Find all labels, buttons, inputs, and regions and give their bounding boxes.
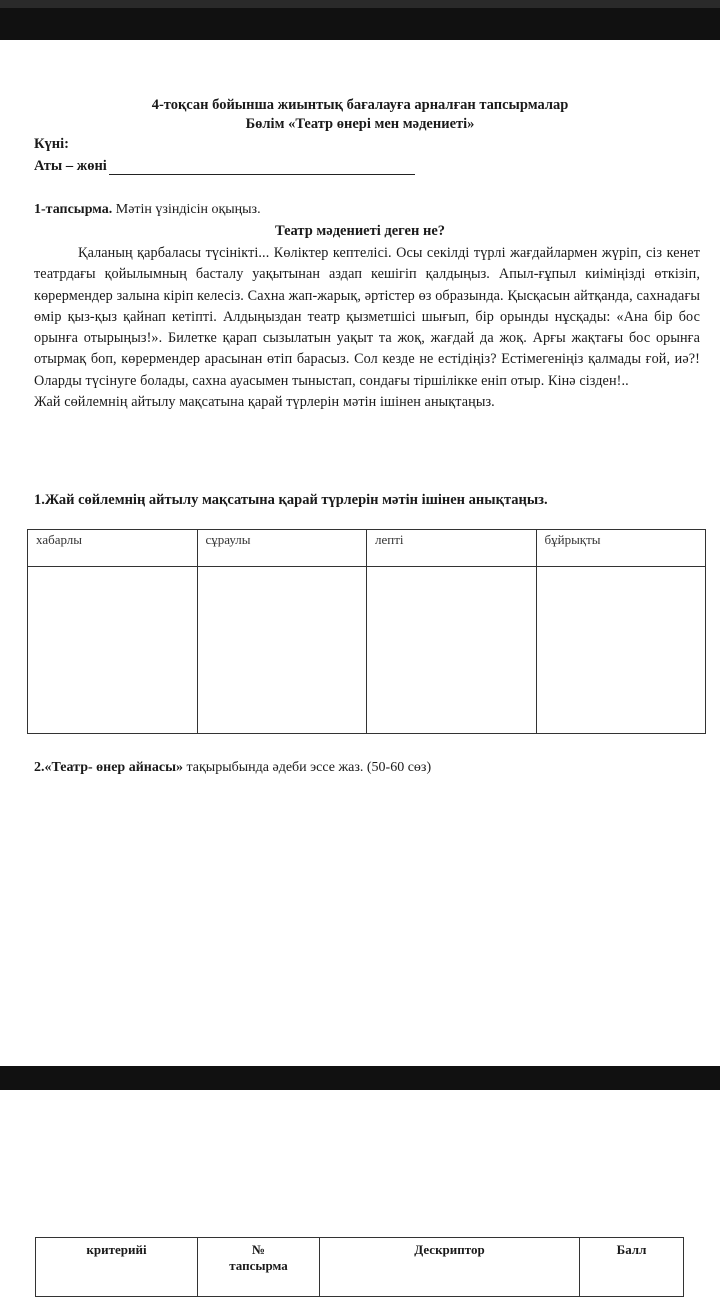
criteria-header: критерийі: [36, 1238, 198, 1297]
column-header: хабарлы: [28, 530, 198, 567]
criteria-header-row: [36, 1238, 684, 1297]
name-label: Аты – жөні: [34, 158, 107, 174]
page-separator-bar: [0, 1066, 720, 1090]
reading-paragraph: Қаланың қарбаласы түсінікті... Көліктер кептелісі. Осы секілді түрлі жағдайлармен жүріп, сіз кенет театрдағы қойылымның басталу уақытынан аздап кешігіп қалдыңыз. Апыл-ғұпыл киіміңізді өткізіп, көрермендер залына кіріп келесіз. Сахна жап-жарық, әртістер өз образында. Қысқасын айтқанда, сахнадағы өмір қыз-қыз қайнап кетіпті. Алдыңыздан театр қызметшісі шығып, бір орынды нұсқады: «Ана бір бос орынға отырыңыз!». Билетке қарап сызылатын уақыт та жоқ, жағдай да жоқ. Арғы жақтағы бос орынға отырмақ боп, көрермендер арасынан өтіп барасыз. Сол кезде не естідіңіз? Естімегеніңіз қалмады ғой, иә?! Оларды түсінуге болады, сахна ауасымен тыныстап, сондағы тіршілікке еніп отыр. Кінә сізден!..: [34, 245, 700, 389]
table-header-row: [28, 530, 706, 567]
answer-cell[interactable]: [28, 567, 198, 734]
task1-instruction: Мәтін үзіндісін оқыңыз.: [112, 202, 261, 217]
table-row: [28, 567, 706, 734]
sentence-types-table: [27, 529, 706, 734]
answer-cell[interactable]: [367, 567, 537, 734]
worksheet-page: [0, 40, 720, 1066]
question-2-instruction: тақырыбында әдеби эссе жаз. (50-60 сөз): [183, 760, 432, 775]
text-title: Театр мәдениеті деген не?: [274, 223, 446, 239]
task-number-header: [198, 1238, 320, 1297]
reading-instruction: Жай сөйлемнің айтылу мақсатына қарай түрлерін мәтін ішінен анықтаңыз.: [34, 394, 495, 411]
question-2: [34, 760, 431, 776]
task-number-word: тапсырма: [229, 1258, 288, 1273]
score-header: Балл: [580, 1238, 684, 1297]
column-header: лепті: [367, 530, 537, 567]
answer-cell[interactable]: [536, 567, 706, 734]
criteria-table: [35, 1237, 684, 1297]
answer-cell[interactable]: [197, 567, 367, 734]
date-label: Күні:: [34, 136, 69, 152]
page-title: [0, 96, 720, 134]
top-black-bar: [0, 0, 720, 40]
title-line-1: 4-тоқсан бойынша жиынтық бағалауға арналған тапсырмалар: [151, 97, 569, 113]
task-number-symbol: №: [251, 1242, 266, 1257]
column-header: бұйрықты: [536, 530, 706, 567]
column-header: сұраулы: [197, 530, 367, 567]
question-1: 1.Жай сөйлемнің айтылу мақсатына қарай түрлерін мәтін ішінен анықтаңыз.: [34, 492, 548, 508]
title-line-2: Бөлім «Театр өнері мен мәдениеті»: [245, 116, 475, 132]
name-underline: [109, 160, 415, 175]
question-2-topic: 2.«Театр- өнер айнасы»: [34, 760, 183, 775]
name-field: [34, 158, 415, 175]
task1-heading: [34, 202, 261, 218]
reading-text: [34, 243, 700, 413]
second-page: [0, 1090, 720, 1280]
task1-label: 1-тапсырма.: [34, 202, 113, 217]
descriptor-header: Дескриптор: [320, 1238, 580, 1297]
